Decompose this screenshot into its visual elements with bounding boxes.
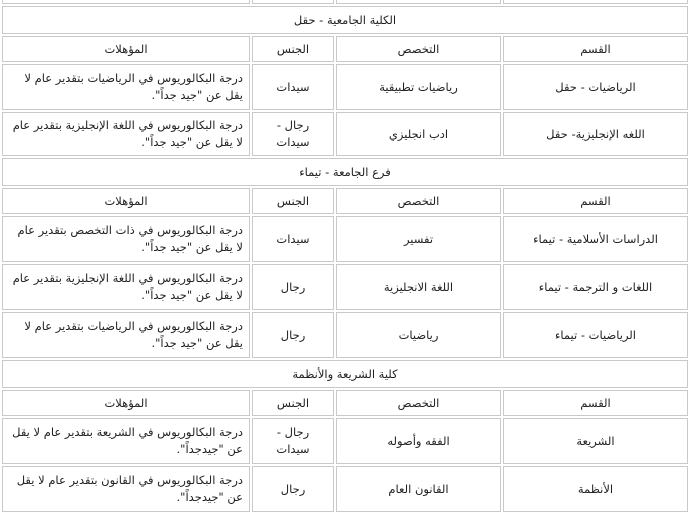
table-row bbox=[2, 418, 688, 464]
column-header-row bbox=[2, 36, 688, 62]
table-row bbox=[2, 466, 688, 512]
header-department: القسم bbox=[503, 36, 688, 62]
specialization-cell: رياضيات تطبيقية bbox=[336, 64, 501, 110]
qualification-cell: درجة البكالوريوس في اللغة الإنجليزية بتقدير عام لا يقل عن "جيد جداً". bbox=[2, 112, 250, 156]
table-row bbox=[2, 216, 688, 262]
section-header-row bbox=[2, 360, 688, 388]
department-cell: الرياضيات - حقل bbox=[503, 64, 688, 110]
qualification-cell: درجة البكالوريوس في ذات التخصص بتقدير عام لا يقل عن "جيد جداً". bbox=[2, 216, 250, 262]
section-title: فرع الجامعة - تيماء bbox=[2, 158, 688, 186]
header-gender: الجنس bbox=[252, 36, 334, 62]
qualification-cell: درجة البكالوريوس في الشريعة بتقدير عام لا يقل عن "جيدجداً". bbox=[2, 418, 250, 464]
column-header-row bbox=[2, 188, 688, 214]
specialization-cell: ادب انجليزي bbox=[336, 112, 501, 156]
table-row bbox=[2, 112, 688, 156]
gender-cell: سيدات bbox=[252, 64, 334, 110]
header-specialization: التخصص bbox=[336, 36, 501, 62]
header-specialization: التخصص bbox=[336, 188, 501, 214]
department-cell: الرياضيات - تيماء bbox=[503, 312, 688, 358]
specialization-cell: الفقه وأصوله bbox=[336, 418, 501, 464]
column-header-row bbox=[2, 390, 688, 416]
qualification-cell: درجة البكالوريوس في الرياضيات بتقدير عام لا يقل عن "جيد جداً". bbox=[2, 64, 250, 110]
top-stub-row bbox=[2, 0, 688, 4]
table-row bbox=[2, 312, 688, 358]
department-cell: اللغه الإنجليزية- حقل bbox=[503, 112, 688, 156]
gender-cell: رجال bbox=[252, 312, 334, 358]
section-header-row bbox=[2, 6, 688, 34]
gender-cell: رجال bbox=[252, 466, 334, 512]
specialization-cell: القانون العام bbox=[336, 466, 501, 512]
section-header-row bbox=[2, 158, 688, 186]
header-department: القسم bbox=[503, 188, 688, 214]
gender-cell: سيدات bbox=[252, 216, 334, 262]
department-cell: الدراسات الأسلامية - تيماء bbox=[503, 216, 688, 262]
qualification-cell: درجة البكالوريوس في اللغة الإنجليزية بتقدير عام لا يقل عن "جيد جداً". bbox=[2, 264, 250, 310]
gender-cell: رجال bbox=[252, 264, 334, 310]
header-qualifications: المؤهلات bbox=[2, 390, 250, 416]
department-cell: اللغات و الترجمة - تيماء bbox=[503, 264, 688, 310]
header-department: القسم bbox=[503, 390, 688, 416]
header-qualifications: المؤهلات bbox=[2, 188, 250, 214]
gender-cell: رجال - سيدات bbox=[252, 418, 334, 464]
department-cell: الشريعة bbox=[503, 418, 688, 464]
specialization-cell: تفسير bbox=[336, 216, 501, 262]
qualification-cell: درجة البكالوريوس في الرياضيات بتقدير عام لا يقل عن "جيد جداً". bbox=[2, 312, 250, 358]
table-row bbox=[2, 264, 688, 310]
header-specialization: التخصص bbox=[336, 390, 501, 416]
specialization-cell: اللغة الانجليزية bbox=[336, 264, 501, 310]
header-qualifications: المؤهلات bbox=[2, 36, 250, 62]
specialization-cell: رياضيات bbox=[336, 312, 501, 358]
section-title: كلية الشريعة والأنظمة bbox=[2, 360, 688, 388]
section-title: الكلية الجامعية - حقل bbox=[2, 6, 688, 34]
table-row bbox=[2, 64, 688, 110]
header-gender: الجنس bbox=[252, 188, 334, 214]
header-gender: الجنس bbox=[252, 390, 334, 416]
qualification-cell: درجة البكالوريوس في القانون بتقدير عام لا يقل عن "جيدجداً". bbox=[2, 466, 250, 512]
department-cell: الأنظمة bbox=[503, 466, 688, 512]
gender-cell: رجال - سيدات bbox=[252, 112, 334, 156]
